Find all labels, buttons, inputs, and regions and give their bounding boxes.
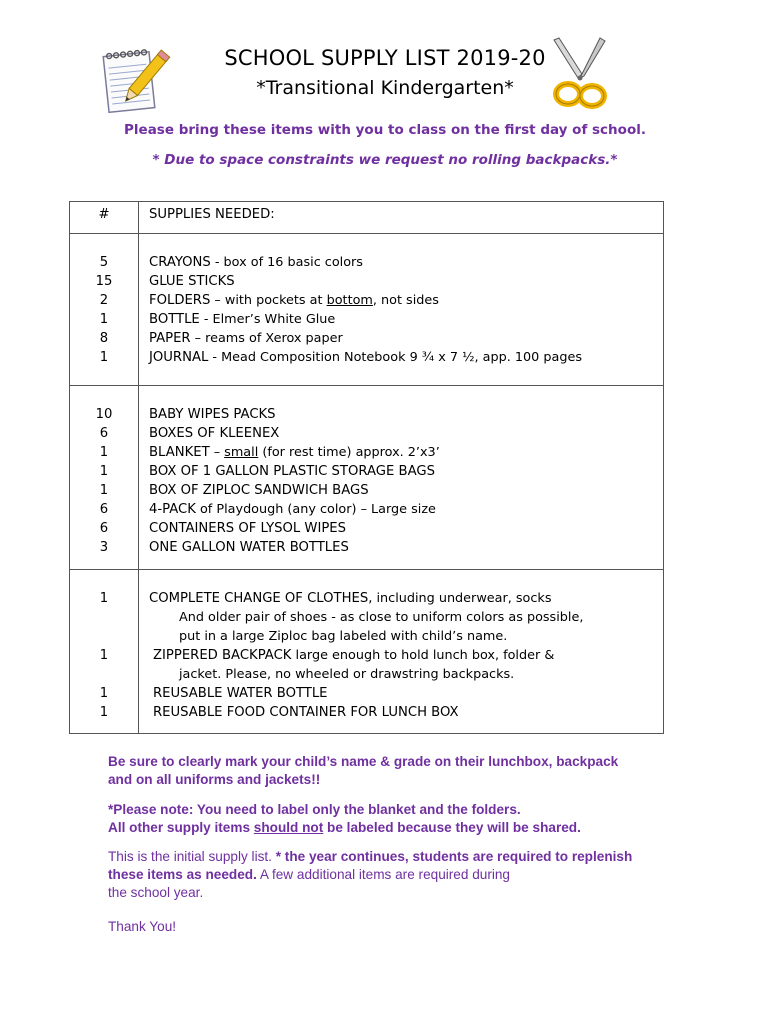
list-item-continuation: And older pair of shoes - as close to uniform colors as possible, xyxy=(179,610,584,625)
table-row xyxy=(70,234,664,386)
qty-value: 5 xyxy=(99,255,109,270)
qty-value: 6 xyxy=(99,521,109,536)
qty-value: 1 xyxy=(99,312,109,327)
list-item: BOX OF ZIPLOC SANDWICH BAGS xyxy=(149,483,369,498)
table-row xyxy=(70,570,664,734)
list-item: 4-PACK of Playdough (any color) – Large size xyxy=(149,502,436,517)
qty-value: 3 xyxy=(99,540,109,555)
qty-value: 8 xyxy=(99,331,109,346)
qty-cell xyxy=(70,570,139,734)
qty-value: 15 xyxy=(95,274,113,289)
qty-value: 6 xyxy=(99,502,109,517)
table-row xyxy=(70,386,664,570)
table-header-row xyxy=(70,202,664,234)
items-cell xyxy=(139,234,664,386)
list-item: PAPER – reams of Xerox paper xyxy=(149,331,343,346)
list-item: COMPLETE CHANGE OF CLOTHES, including underwear, socks xyxy=(149,591,552,606)
intro-text: Please bring these items with you to class on the first day of school. xyxy=(124,122,646,138)
qty-cell xyxy=(70,386,139,570)
header-qty: # xyxy=(70,202,139,234)
mark-name-note: Be sure to clearly mark your child’s name & grade on their lunchbox, backpack and on all uniforms and jackets!! xyxy=(108,754,619,787)
qty-value: 1 xyxy=(99,350,109,365)
list-item: BLANKET – small (for rest time) approx. 2’x3’ xyxy=(149,445,440,460)
header-item: SUPPLIES NEEDED: xyxy=(139,202,664,234)
qty-cell xyxy=(70,234,139,386)
supply-table xyxy=(69,201,664,734)
items-cell xyxy=(139,570,664,734)
qty-value: 1 xyxy=(99,591,109,606)
qty-value: 1 xyxy=(99,464,109,479)
qty-value: 1 xyxy=(99,686,109,701)
list-item: BOX OF 1 GALLON PLASTIC STORAGE BAGS xyxy=(149,464,435,479)
list-item: FOLDERS – with pockets at bottom, not sides xyxy=(149,293,439,308)
list-item: REUSABLE FOOD CONTAINER FOR LUNCH BOX xyxy=(153,705,459,720)
list-item: JOURNAL - Mead Composition Notebook 9 ¾ x 7 ½, app. 100 pages xyxy=(149,350,582,365)
qty-value: 1 xyxy=(99,705,109,720)
list-item: GLUE STICKS xyxy=(149,274,235,289)
initial-list-note: This is the initial supply list. * the year continues, students are required to replenish these items as needed. A few additional items are required during the school year. xyxy=(108,849,633,900)
list-item: ONE GALLON WATER BOTTLES xyxy=(149,540,349,555)
label-note: *Please note: You need to label only the blanket and the folders. All other supply items should not be labeled because they will be shared. xyxy=(108,802,581,835)
list-item: REUSABLE WATER BOTTLE xyxy=(153,686,328,701)
qty-value: 2 xyxy=(99,293,109,308)
list-item: BOXES OF KLEENEX xyxy=(149,426,280,441)
qty-value: 6 xyxy=(99,426,109,441)
list-item: ZIPPERED BACKPACK large enough to hold lunch box, folder & xyxy=(153,648,555,663)
thank-you: Thank You! xyxy=(108,919,177,934)
page-title: SCHOOL SUPPLY LIST 2019-20 xyxy=(224,46,546,70)
list-item-continuation: put in a large Ziploc bag labeled with child’s name. xyxy=(179,629,508,644)
list-item: BOTTLE - Elmer’s White Glue xyxy=(149,312,336,327)
page-subtitle: *Transitional Kindergarten* xyxy=(256,77,514,99)
list-item: CRAYONS - box of 16 basic colors xyxy=(149,255,363,270)
list-item: CONTAINERS OF LYSOL WIPES xyxy=(149,521,346,536)
qty-value: 1 xyxy=(99,445,109,460)
items-cell xyxy=(139,386,664,570)
qty-value: 10 xyxy=(95,407,113,422)
list-item-continuation: jacket. Please, no wheeled or drawstring backpacks. xyxy=(179,667,515,682)
list-item: BABY WIPES PACKS xyxy=(149,407,276,422)
qty-value: 1 xyxy=(99,648,109,663)
backpack-notice: * Due to space constraints we request no rolling backpacks.* xyxy=(152,152,618,168)
qty-value: 1 xyxy=(99,483,109,498)
